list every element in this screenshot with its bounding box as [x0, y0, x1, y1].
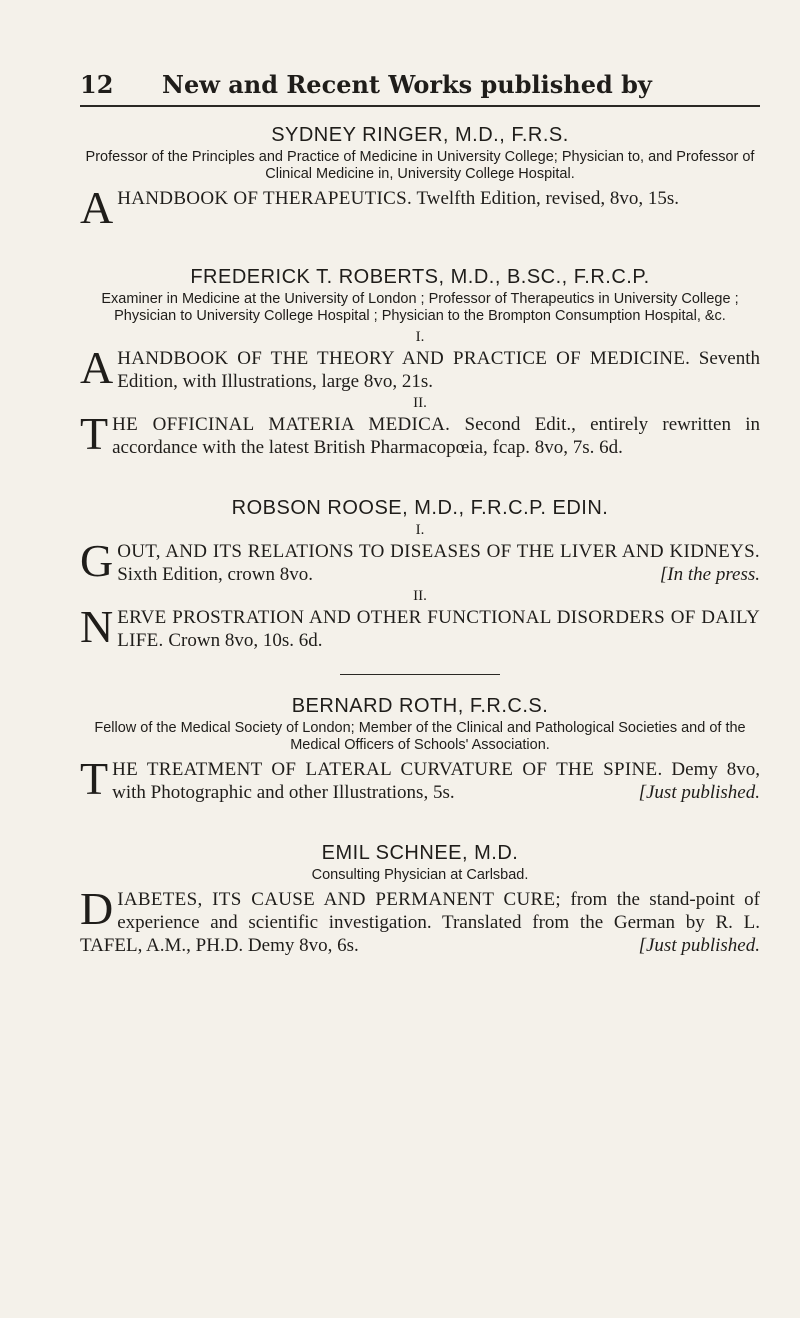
work-title: HANDBOOK OF THE THEORY AND PRACTICE OF MEDICINE. [117, 348, 691, 369]
work-numeral: I. [415, 522, 425, 538]
work-entry [80, 342, 761, 393]
work-title: HE TREATMENT OF LATERAL CURVATURE OF THE SPINE. [112, 759, 663, 780]
work-details: Twelfth Edition, revised, 8vo, 15s. [416, 188, 679, 209]
author-section [80, 459, 760, 652]
work-entry [80, 753, 760, 804]
author-section [80, 228, 760, 459]
work-details: Sixth Edition, crown 8vo. [117, 564, 314, 585]
work-title: HANDBOOK OF THERAPEUTICS. [117, 188, 413, 209]
work-title: IABETES, ITS CAUSE AND PERMANENT CURE; [117, 889, 562, 910]
running-head [80, 70, 760, 107]
author-name: FREDERICK T. ROBERTS, M.D., B.SC., F.R.C.P. [190, 266, 650, 288]
publication-note: [Just published. [638, 935, 760, 956]
author-credentials: Professor of the Principles and Practice of Medicine in University College; Physician to, and Professor of Clinical Medicine in, University College Hospital. [85, 149, 755, 182]
drop-cap: A [80, 182, 114, 233]
work-details: Crown 8vo, 10s. 6d. [168, 630, 323, 651]
drop-cap: T [80, 408, 109, 459]
work-title: OUT, AND ITS RELATIONS TO DISEASES OF THE LIVER AND KIDNEYS. [117, 541, 760, 562]
work-numeral: II. [413, 395, 427, 411]
author-section [80, 804, 760, 957]
work-details: Second Edit., entirely rewritten in accordance with the latest British Pharmacopœia, fcap. 8vo, 7s. 6d. [112, 414, 761, 458]
author-name: ROBSON ROOSE, M.D., F.R.C.P. EDIN. [231, 497, 609, 519]
work-numeral: I. [415, 329, 425, 345]
work-title: ERVE PROSTRATION AND OTHER FUNCTIONAL DISORDERS OF DAILY LIFE. [117, 607, 760, 651]
running-title: New and Recent Works published by [162, 70, 652, 99]
work-entry [80, 408, 761, 459]
author-name: SYDNEY RINGER, M.D., F.R.S. [271, 124, 569, 146]
author-credentials: Fellow of the Medical Society of London; Member of the Clinical and Pathological Societies and of the Medical Officers of Schools' Association. [94, 720, 746, 753]
work-entry [80, 601, 760, 652]
page-number: 12 [80, 70, 114, 99]
author-section [80, 124, 760, 233]
section-gap [80, 459, 760, 497]
work-numeral: II. [413, 588, 427, 604]
work-details: Seventh Edition, with Illustrations, large 8vo, 21s. [117, 348, 761, 392]
work-entry [80, 182, 760, 233]
author-section [80, 674, 760, 804]
drop-cap: N [80, 601, 114, 652]
drop-cap: T [80, 753, 109, 804]
drop-cap: A [80, 342, 114, 393]
work-entry [80, 535, 760, 586]
work-entry [80, 883, 761, 957]
work-title: HE OFFICINAL MATERIA MEDICA. [112, 414, 451, 435]
publication-note: [Just published. [638, 782, 760, 803]
work-details: Demy 8vo, with Photographic and other Illustrations, 5s. [112, 759, 760, 803]
section-divider [340, 674, 500, 675]
author-credentials: Examiner in Medicine at the University of London ; Professor of Therapeutics in University College ; Physician to University College Hospital ; Physician to the Brompton Consumption Hospital, &c. [101, 291, 739, 324]
publication-note: [In the press. [659, 564, 760, 585]
drop-cap: G [80, 535, 114, 586]
work-details: from the stand-point of experience and scientific investigation. Translated from the German by R. L. TAFEL, A.M., PH.D. Demy 8vo, 6s. [80, 889, 761, 956]
section-gap [80, 804, 760, 842]
author-name: BERNARD ROTH, F.R.C.S. [291, 695, 549, 717]
author-credentials: Consulting Physician at Carlsbad. [311, 867, 529, 883]
drop-cap: D [80, 883, 114, 934]
author-name: EMIL SCHNEE, M.D. [321, 842, 519, 864]
section-gap [80, 228, 760, 266]
catalogue-content [80, 124, 760, 957]
